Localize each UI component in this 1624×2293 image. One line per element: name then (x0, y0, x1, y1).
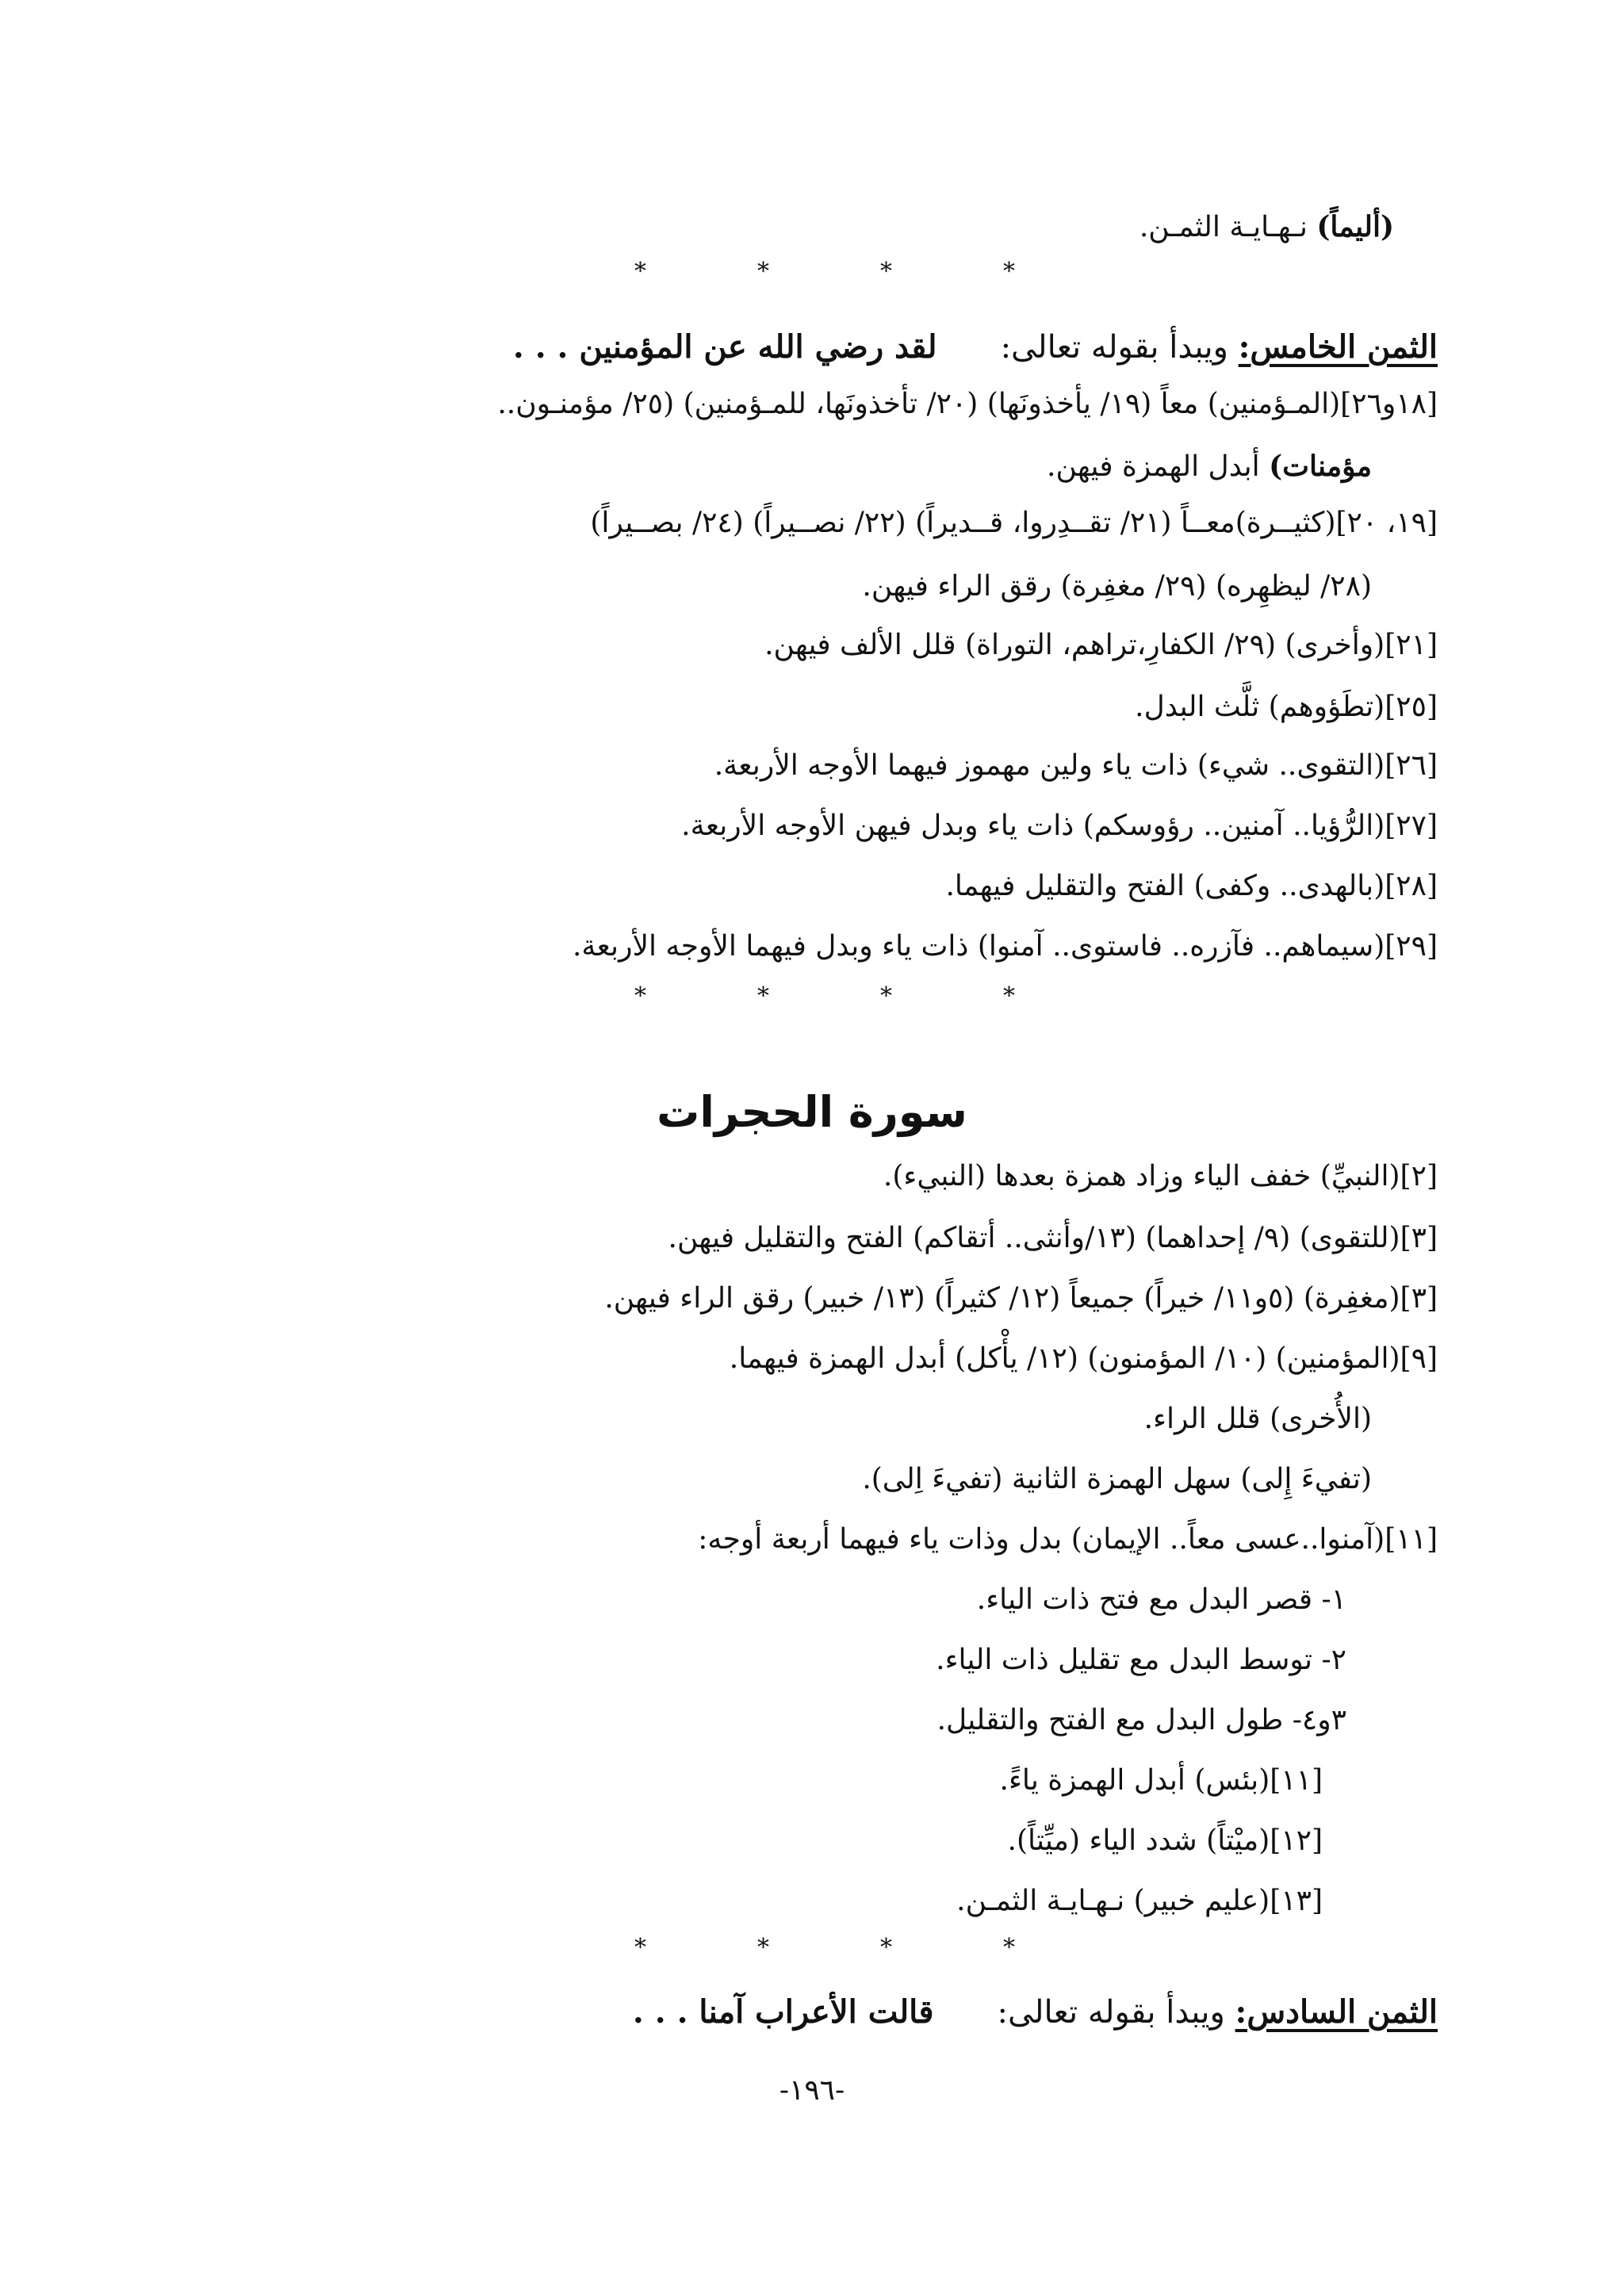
star: * (634, 982, 646, 1010)
star: * (880, 258, 892, 285)
line-16: [٩](المؤمنين) (١٠/ المؤمنون) (١٢/ يأْكل) أبدل الهمزة فيهما. (729, 1342, 1438, 1375)
star: * (880, 1934, 892, 1962)
ayah-start: قالت الأعراب آمنا . . . (632, 1993, 934, 2031)
section-heading-fifth (513, 325, 1438, 369)
line-4 (1047, 444, 1372, 489)
bold-word: (أليماً) (1316, 210, 1394, 243)
line-6: (٢٨/ ليظهِره) (٢٩/ مغفِرة) رقق الراء فيهن. (862, 570, 1372, 603)
page-number: -١٩٦- (779, 2074, 845, 2107)
line-15: [٣](مغفِرة) (٥و١١/ خيراً) جميعاً (١٢/ كثيراً) (١٣/ خبير) رقق الراء فيهن. (604, 1282, 1438, 1315)
line-5: [١٩، ٢٠](كثيــرة)معــاً (٢١/ تقــدِروا، قــديراً) (٢٢/ نصــيراً) (٢٤/ بصــيراً) (590, 507, 1438, 539)
star: * (1003, 982, 1015, 1010)
line-7: [٢١](وأخرى) (٢٩/ الكفارِ،تراهم، التوراة) قلل الألف فيهن. (764, 629, 1438, 661)
line-14: [٣](للتقوى) (٩/ إحداهما) (١٣/وأنثى.. أتقاكم) الفتح والتقليل فيهن. (668, 1222, 1438, 1254)
line-text: نـهـايـة الثمـن. (1139, 211, 1317, 243)
line-25: [١٣](عليم خبير) نـهـايـة الثمـن. (956, 1885, 1323, 1917)
line-18: (تفيءَ إِلى) سهل الهمزة الثانية (تفيءَ اِلى). (862, 1463, 1372, 1495)
line-10: [٢٧](الرُّؤيا.. آمنين.. رؤوسكم) ذات ياء وبدل فيهن الأوجه الأربعة. (681, 810, 1438, 842)
section-label: الثمن الخامس: (1238, 328, 1438, 366)
ayah-start: لقد رضي الله عن المؤمنين . . . (512, 328, 937, 366)
star: * (757, 258, 769, 285)
line-3: [١٨و٢٦](المـؤمنين) معاً (١٩/ يأخذونَها) (٢٠/ تأخذونَها، للمـؤمنين) (٢٥/ مؤمنـون.. (497, 388, 1438, 420)
line-12: [٢٩](سيماهم.. فآزره.. فاستوى.. آمنوا) ذات ياء وبدل فيهما الأوجه الأربعة. (572, 930, 1438, 963)
section-heading-sixth (633, 1990, 1438, 2035)
section-intro: ويبدأ بقوله تعالى: (1000, 329, 1239, 366)
line-8: [٢٥](تطَؤوهم) ثلَّث البدل. (1135, 691, 1438, 723)
line-17: (الأُخرى) قلل الراء. (1143, 1403, 1372, 1435)
line-text: أبدل الهمزة فيهن. (1047, 450, 1270, 483)
surah-title: سورة الحجرات (657, 1087, 967, 1137)
stars-separator-1 (634, 260, 1015, 284)
line-24: [١٢](ميْتاً) شدد الياء (ميِّتاً). (1007, 1824, 1323, 1857)
star: * (1003, 1934, 1015, 1962)
line-19: [١١](آمنوا..عسى معاً.. الإيمان) بدل وذات ياء فيهما أربعة أوجه: (698, 1523, 1438, 1556)
line-13: [٢](النبيِّ) خفف الياء وزاد همزة بعدها (النبيء). (883, 1160, 1438, 1192)
line-21: ٢- توسط البدل مع تقليل ذات الياء. (936, 1644, 1346, 1676)
line-11: [٢٨](بالهدى.. وكفى) الفتح والتقليل فيهما. (945, 870, 1438, 902)
stars-separator-2 (634, 982, 1015, 1010)
line-22: ٣و٤- طول البدل مع الفتح والتقليل. (936, 1704, 1346, 1736)
star: * (880, 982, 892, 1010)
star: * (634, 258, 646, 285)
line-9: [٢٦](التقوى.. شيء) ذات ياء ولين مهموز فيهما الأوجه الأربعة. (714, 749, 1438, 782)
section-intro: ويبدأ بقوله تعالى: (997, 1994, 1235, 2031)
star: * (634, 1934, 646, 1962)
section-label: الثمن السادس: (1235, 1993, 1438, 2031)
star: * (757, 982, 769, 1010)
bold-word: مؤمنات) (1269, 450, 1372, 483)
line-1 (1139, 205, 1394, 250)
star: * (1003, 258, 1015, 285)
stars-separator-3 (634, 1936, 1015, 1960)
line-23: [١١](بئس) أبدل الهمزة ياءً. (999, 1764, 1323, 1797)
line-20: ١- قصر البدل مع فتح ذات الياء. (976, 1583, 1346, 1616)
star: * (757, 1934, 769, 1962)
